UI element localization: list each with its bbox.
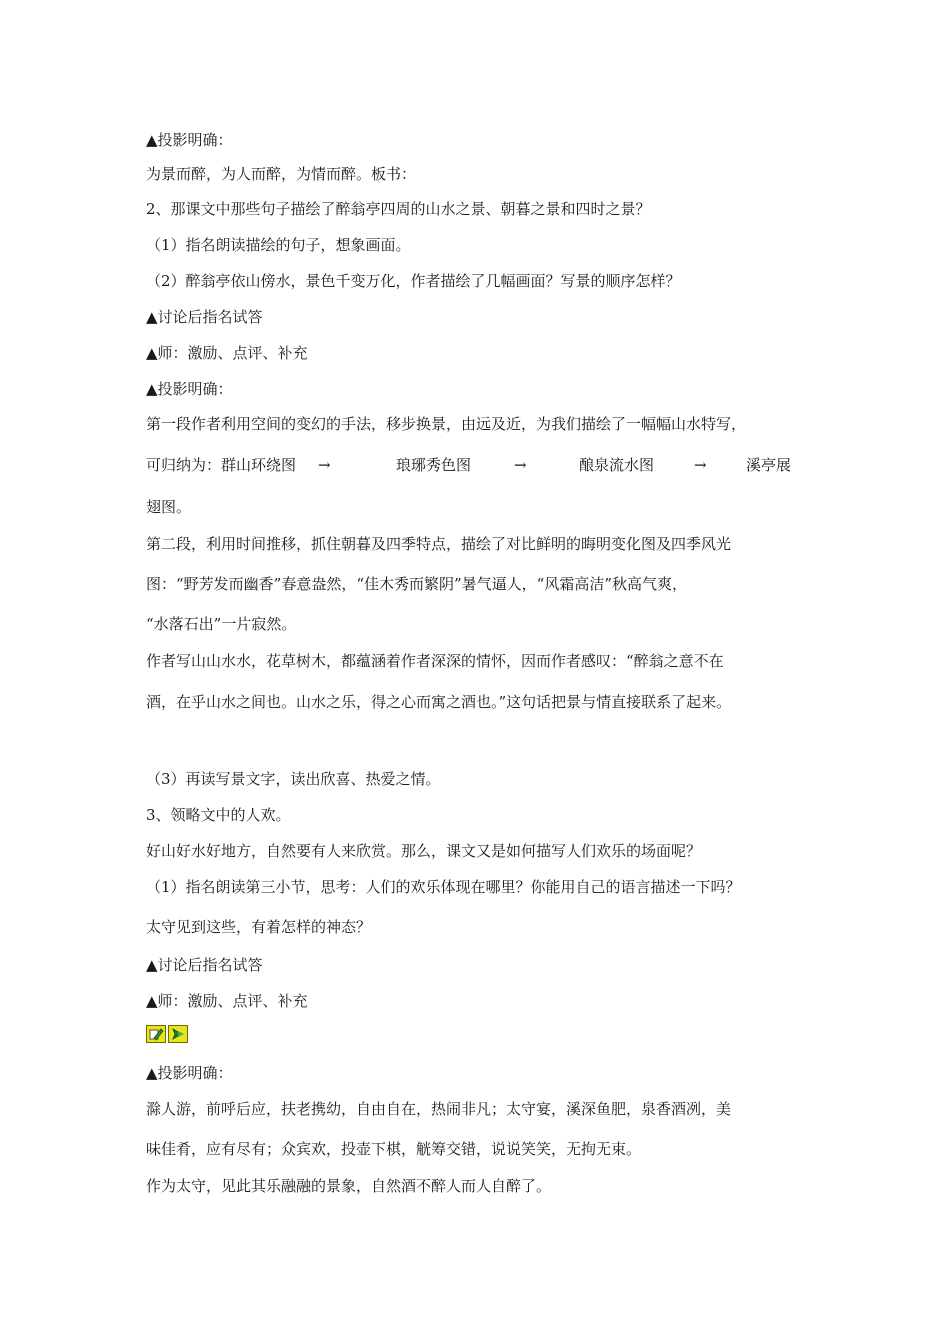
paragraph: 酒，在乎山水之间也。山水之乐，得之心而寓之酒也。”这句话把景与情直接联系了起来。	[146, 693, 732, 711]
question-2: 2、那课文中那些句子描绘了醉翁亭四周的山水之景、朝暮之景和四时之景？	[146, 200, 651, 218]
sub-question: （3）再读写景文字，读出欣喜、热爱之情。	[146, 770, 441, 788]
projection-heading: ▲投影明确：	[146, 131, 233, 149]
teacher-note: ▲师：激励、点评、补充	[146, 344, 308, 362]
paragraph: 图：“野芳发而幽香”春意盎然，“佳木秀而繁阴”暑气逼人，“风霜高洁”秋高气爽，	[146, 575, 688, 593]
paragraph: 滁人游，前呼后应，扶老携幼，自由自在，热闹非凡；太守宴，溪深鱼肥，泉香酒冽，美	[146, 1100, 732, 1118]
paragraph: 翅图。	[146, 498, 192, 516]
arrow-icon: →	[694, 456, 707, 474]
flow-item: 溪亭展	[746, 456, 792, 474]
paragraph: 味佳肴，应有尽有；众宾欢，投壶下棋，觥筹交错，说说笑笑，无拘无束。	[146, 1140, 642, 1158]
edit-pencil-icon[interactable]	[146, 1025, 166, 1043]
arrow-icon: →	[318, 456, 331, 474]
paragraph: 第一段作者利用空间的变幻的手法，移步换景，由远及近，为我们描绘了一幅幅山水特写，	[146, 415, 747, 433]
paragraph: 第二段，利用时间推移，抓住朝暮及四季特点，描绘了对比鲜明的晦明变化图及四季风光	[146, 535, 732, 553]
arrow-right-icon[interactable]	[168, 1025, 188, 1043]
flow-item: 琅琊秀色图	[396, 456, 472, 474]
paragraph: 为景而醉，为人而醉，为情而醉。板书：	[146, 165, 417, 183]
paragraph: 作者写山山水水，花草树木，都蕴涵着作者深深的情怀，因而作者感叹：“醉翁之意不在	[146, 652, 724, 670]
scene-flow-line	[146, 455, 816, 475]
paragraph: “水落石出”一片寂然。	[146, 615, 297, 633]
toolbar-icons	[146, 1025, 188, 1043]
paragraph: 好山好水好地方，自然要有人来欣赏。那么，课文又是如何描写人们欢乐的场面呢？	[146, 842, 702, 860]
flow-prefix: 可归纳为：群山环绕图	[146, 456, 297, 474]
discussion-note: ▲讨论后指名试答	[146, 956, 263, 974]
arrow-icon: →	[514, 456, 527, 474]
sub-question: （1）指名朗读描绘的句子，想象画面。	[146, 236, 411, 254]
sub-question: （1）指名朗读第三小节，思考：人们的欢乐体现在哪里？你能用自己的语言描述一下吗？	[146, 878, 741, 896]
projection-heading: ▲投影明确：	[146, 380, 233, 398]
sub-question: （2）醉翁亭依山傍水，景色千变万化，作者描绘了几幅画面？写景的顺序怎样？	[146, 272, 681, 290]
flow-item: 酿泉流水图	[579, 456, 655, 474]
discussion-note: ▲讨论后指名试答	[146, 308, 263, 326]
teacher-note: ▲师：激励、点评、补充	[146, 992, 308, 1010]
question-3: 3、领略文中的人欢。	[146, 806, 291, 824]
paragraph: 作为太守，见此其乐融融的景象，自然酒不醉人而人自醉了。	[146, 1177, 552, 1195]
projection-heading: ▲投影明确：	[146, 1064, 233, 1082]
paragraph: 太守见到这些，有着怎样的神态？	[146, 918, 372, 936]
